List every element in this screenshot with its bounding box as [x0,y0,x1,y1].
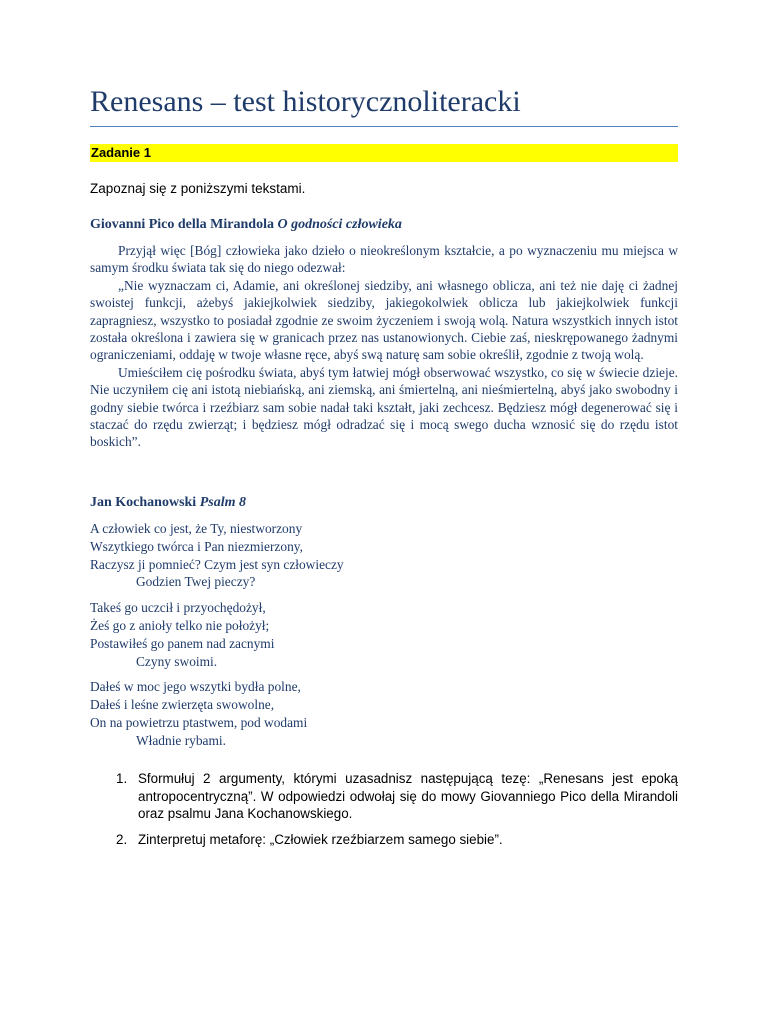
poem-line: Władnie rybami. [136,732,226,748]
poem-line: A człowiek co jest, że Ty, niestworzony [90,521,303,536]
poem-line: Takeś go uczcił i przyochędożył, [90,600,266,616]
poem-line: On na powietrzu ptastwem, pod wodami [90,714,308,730]
task-list [90,770,678,856]
poem-stanza [90,678,678,749]
poem-line: Żeś go z anioły telko nie położył; [90,617,270,633]
source-work-title: O godności człowieka [277,217,402,232]
poem [90,520,678,758]
task-text: Sformułuj 2 argumenty, którymi uzasadnisz następującą tezę: „Renesans jest epoką antropocentryczną”. W odpowiedzi odwołaj się do mowy Giovanniego Pico della Mirandoli oraz psalmu Jana Kochanowskiego. [138,771,678,822]
task-number: 1. [116,771,128,786]
task-item [90,831,678,849]
prose-paragraph: Umieściłem cię pośrodku świata, abyś tym łatwiej mógł obserwować wszystko, co się w świecie dzieje. Nie uczyniłem cię ani istotą niebiańską, ani ziemską, ani śmiertelną, ani nieśmiertelną, abyś jako swobodny i godny siebie twórca i rzeźbiarz sam sobie nadał taki kształt, jaki zechcesz. Będziesz mógł degenerować się i staczać do rzędu zwierząt; i będziesz mógł odradzać się i mocą swego ducha wznosić się do rzędu istot boskich”. [90,364,678,450]
page-title: Renesans – test historycznoliteracki [90,82,678,127]
prose-paragraph: Przyjął więc [Bóg] człowieka jako dzieło o nieokreślonym kształcie, a po wyznaczeniu mu miejsca w samym środku świata tak się do niego odezwał: [90,243,678,276]
poem-line: Godzien Twej pieczy? [136,574,256,590]
task-header-label: Zadanie 1 [91,145,151,160]
source-author: Jan Kochanowski [90,495,197,510]
task-number: 2. [116,831,128,847]
poem-stanza [90,520,678,591]
poem-line: Wszytkiego twórca i Pan niezmierzony, [90,538,303,554]
task-text: Zinterpretuj metaforę: „Człowiek rzeźbiarzem samego siebie”. [138,831,503,847]
poem-line: Dałeś w moc jego wszytki bydła polne, [90,679,301,695]
source-heading-pico [90,216,402,234]
source-work-title: Psalm 8 [199,495,246,510]
source-heading-kochanowski [90,494,246,512]
task-header-highlight [90,144,678,162]
prose-excerpt [90,242,678,451]
poem-stanza [90,599,678,670]
poem-line: Dałeś i leśne zwierzęta swowolne, [90,697,275,713]
intro-text: Zapoznaj się z poniższymi tekstami. [90,181,306,196]
poem-line: Raczysz ji pomnieć? Czym jest syn człowieczy [90,556,344,572]
poem-line: Czyny swoimi. [136,653,218,669]
source-author: Giovanni Pico della Mirandola [90,217,274,232]
prose-paragraph: „Nie wyznaczam ci, Adamie, ani określonej siedziby, ani własnego oblicza, ani też nie daję ci żadnej swoistej funkcji, ażebyś jakiejkolwiek siedziby, jakiegokolwiek oblicza lub jakiejkolwiek funkcji zapragniesz, wszystko to posiadał zgodnie ze swoim życzeniem i swoją wolą. Natura wszystkich innych istot została określona i zawiera się w granicach przez nas ustanowionych. Ciebie zaś, nieskrępowanego żadnymi ograniczeniami, oddaję w twoje własne ręce, abyś swą naturę sam sobie określił, zgodnie z twoją wolą. [90,277,678,363]
poem-line: Postawiłeś go panem nad zacnymi [90,635,275,651]
task-item [90,770,678,823]
